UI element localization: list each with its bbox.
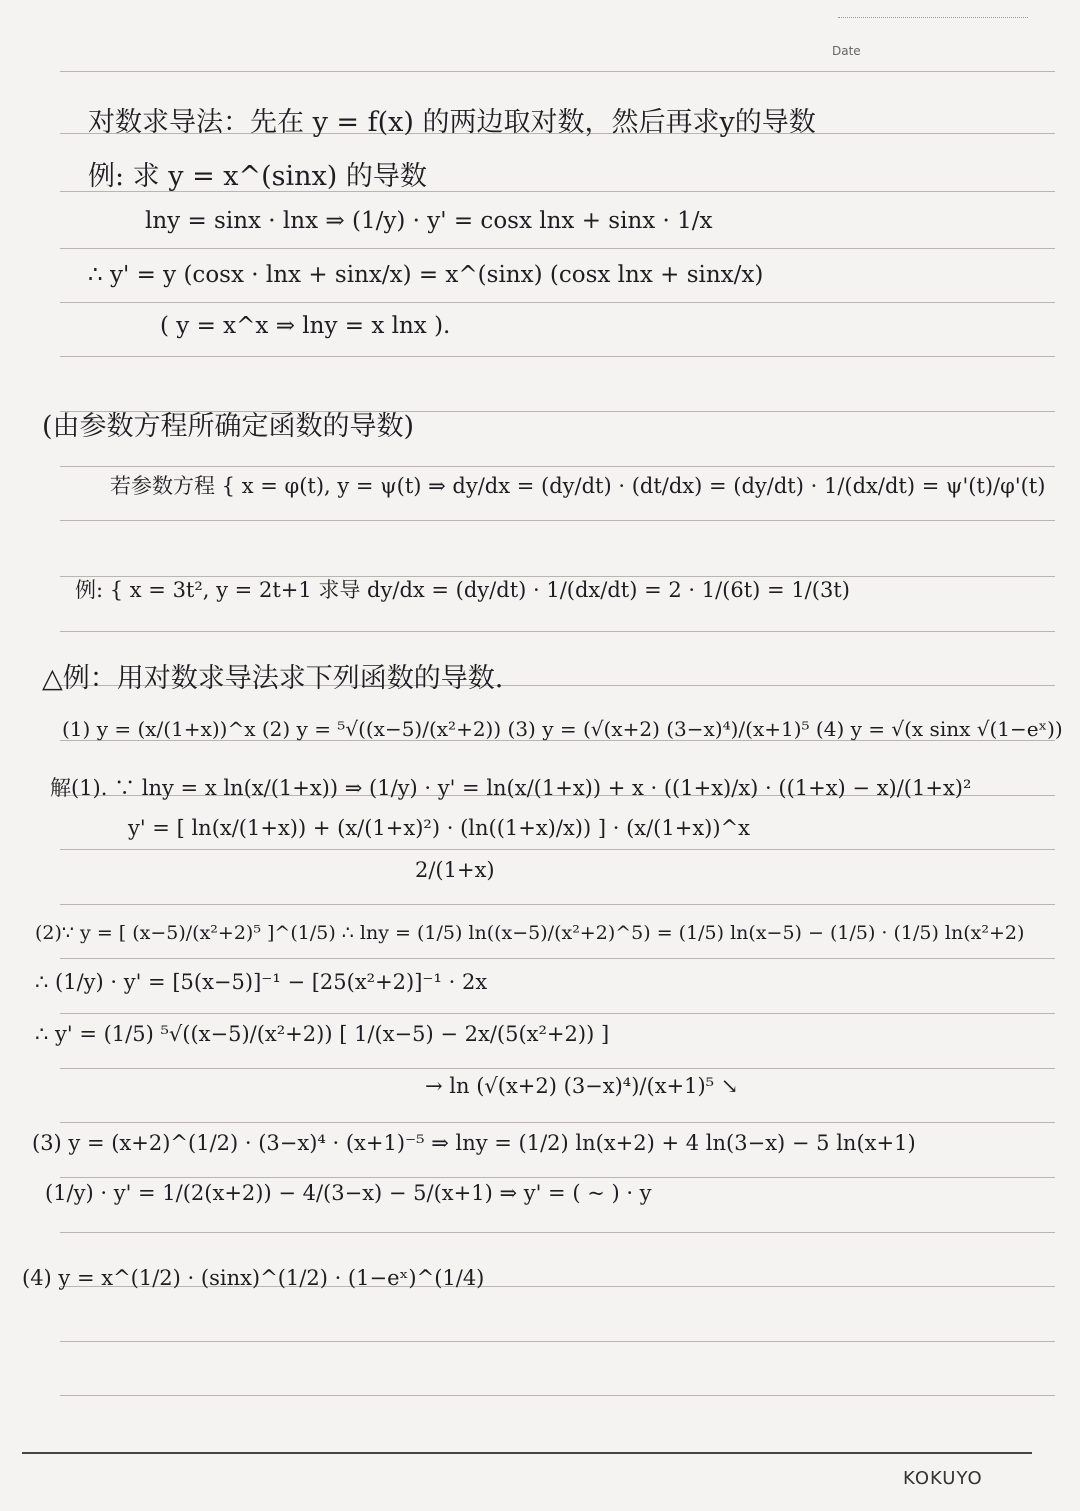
ruled-line	[60, 1177, 1055, 1178]
solution-3-step-2: (1/y) · y' = 1/(2(x+2)) − 4/(3−x) − 5/(x+1) ⇒ y' = ( ~ ) · y	[45, 1181, 652, 1205]
parametric-section-title: (由参数方程所确定函数的导数)	[42, 411, 415, 442]
solution-4-step-1: (4) y = x^(1/2) · (sinx)^(1/2) · (1−eˣ)^(1/4)	[22, 1266, 485, 1290]
solution-1-margin-note: 2/(1+x)	[415, 858, 495, 882]
ruled-line	[60, 466, 1055, 467]
date-underline	[838, 17, 1028, 18]
solution-2-step-1: (2)∵ y = [ (x−5)/(x²+2)⁵ ]^(1/5) ∴ lny = (1/5) ln((x−5)/(x²+2)^5) = (1/5) ln(x−5) − (1/5) · (1/5) ln(x²+2)	[35, 922, 1025, 944]
ruled-line	[60, 849, 1055, 850]
ruled-line	[60, 1068, 1055, 1069]
brand-logo: KOKUYO	[903, 1468, 983, 1489]
example-1-step-1: lny = sinx · lnx ⇒ (1/y) · y' = cosx lnx + sinx · 1/x	[145, 208, 713, 234]
exercise-heading: △例：用对数求导法求下列函数的导数.	[42, 663, 504, 694]
ruled-line	[60, 71, 1055, 72]
date-label: Date	[832, 44, 861, 58]
solution-2-step-2: ∴ (1/y) · y' = [5(x−5)]⁻¹ − [25(x²+2)]⁻¹ · 2x	[35, 970, 488, 994]
ruled-line	[60, 1232, 1055, 1233]
ruled-line	[60, 520, 1055, 521]
ruled-line	[60, 248, 1055, 249]
solution-2-result: ∴ y' = (1/5) ⁵√((x−5)/(x²+2)) [ 1/(x−5) − 2x/(5(x²+2)) ]	[35, 1022, 610, 1046]
ruled-line	[60, 1395, 1055, 1396]
parametric-example: 例: { x = 3t², y = 2t+1 求导 dy/dx = (dy/dt) · 1/(dx/dt) = 2 · 1/(6t) = 1/(3t)	[75, 578, 850, 602]
ruled-line	[60, 1341, 1055, 1342]
example-1-step-2: ∴ y' = y (cosx · lnx + sinx/x) = x^(sinx) (cosx lnx + sinx/x)	[88, 262, 764, 288]
ruled-line	[60, 958, 1055, 959]
solution-1-step-1: 解(1). ∵ lny = x ln(x/(1+x)) ⇒ (1/y) · y' = ln(x/(1+x)) + x · ((1+x)/x) · ((1+x) − x)/(1+x)²	[50, 776, 972, 800]
ruled-line	[60, 631, 1055, 632]
ruled-line	[60, 302, 1055, 303]
page-bottom-line	[22, 1452, 1032, 1454]
solution-1-result: y' = [ ln(x/(1+x)) + (x/(1+x)²) · (ln((1+x)/x)) ] · (x/(1+x))^x	[128, 816, 751, 840]
method-title: 对数求导法：先在 y = f(x) 的两边取对数，然后再求y的导数	[88, 107, 816, 138]
example-1-note: ( y = x^x ⇒ lny = x lnx ).	[160, 313, 451, 339]
ruled-line	[60, 904, 1055, 905]
solution-3-annotation: → ln (√(x+2) (3−x)⁴)/(x+1)⁵ ↘	[425, 1074, 739, 1098]
ruled-line	[60, 356, 1055, 357]
exercise-list: (1) y = (x/(1+x))^x (2) y = ⁵√((x−5)/(x²+2)) (3) y = (√(x+2) (3−x)⁴)/(x+1)⁵ (4) y = √(x sinx √(1−eˣ))	[62, 717, 1063, 741]
example-1-prompt: 例: 求 y = x^(sinx) 的导数	[88, 161, 427, 192]
ruled-line	[60, 1122, 1055, 1123]
solution-3-step-1: (3) y = (x+2)^(1/2) · (3−x)⁴ · (x+1)⁻⁵ ⇒ lny = (1/2) ln(x+2) + 4 ln(3−x) − 5 ln(x+1)	[32, 1131, 916, 1155]
ruled-line	[60, 1013, 1055, 1014]
parametric-formula: 若参数方程 { x = φ(t), y = ψ(t) ⇒ dy/dx = (dy/dt) · (dt/dx) = (dy/dt) · 1/(dx/dt) = ψ'(t)/φ'(t)	[110, 474, 1046, 498]
